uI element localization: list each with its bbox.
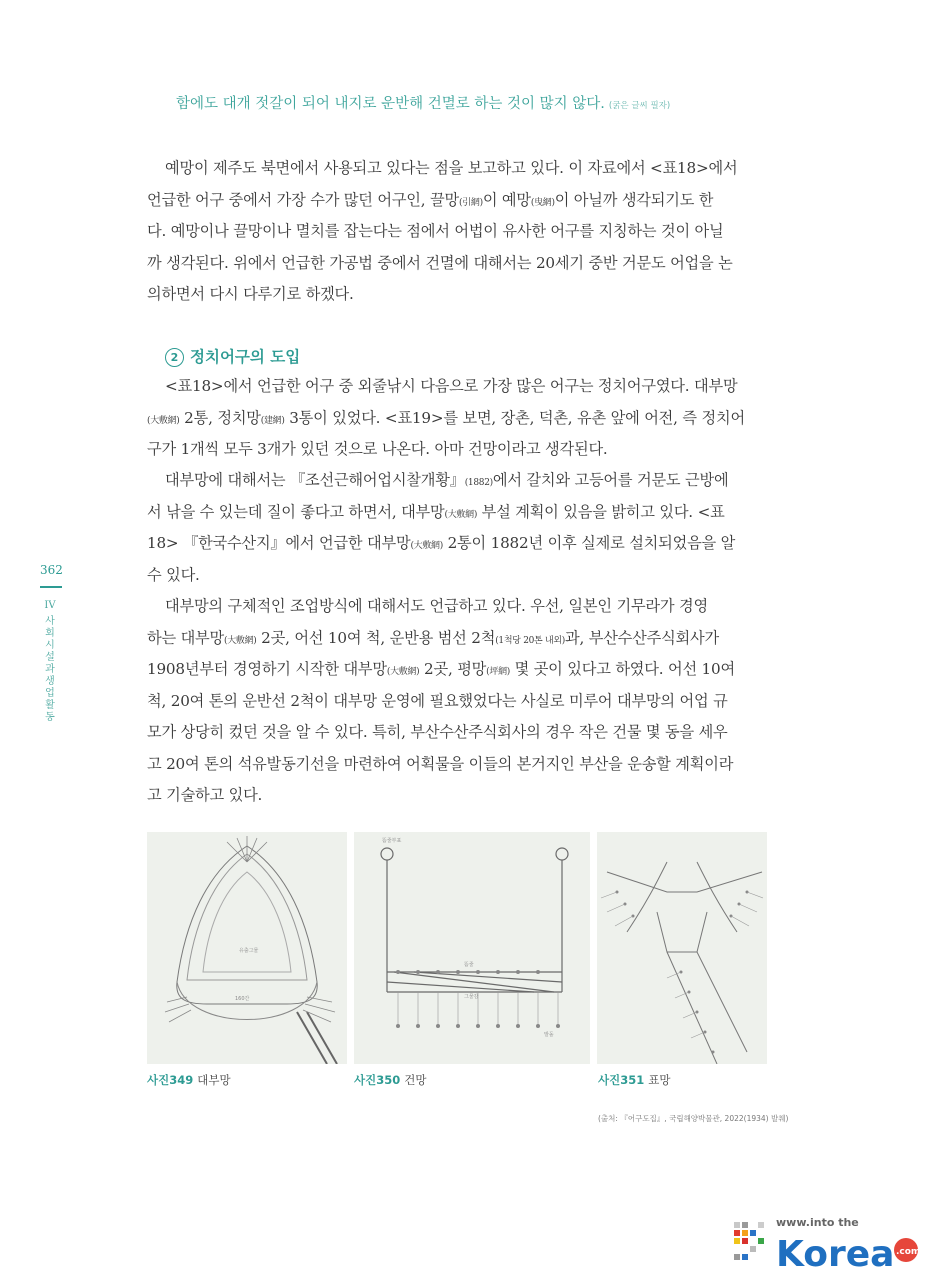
caption-photo-351: 사진351 표망 [598, 1073, 671, 1087]
caption-photo-350: 사진350 건망 [354, 1073, 427, 1087]
paragraph-4: 대부망의 구체적인 조업방식에 대해서도 언급하고 있다. 우선, 일본인 기무라가 경영 하는 대부망(大敷網) 2곳, 어선 10여 척, 운반용 범선 2척(1척당 20톤 내외)과, 부산수산주식회사가 1908년부터 경영하기 시작한 대부망(大敷網) 2곳, 평망(坪網) 몇 곳이 있다고 하였다. 어선 10여 척, 20여 톤의 운반선 2척이 대부망 운영에 필요했었다는 사실로 미루어 대부망의 어업 규 모가 상당히 컸던 것을 알 수 있다. 특히, 부산수산주식회사의 경우 작은 건물 몇 동을 세우 고 20여 톤의 석유발동기선을 마련하여 어획물을 이들의 본거지인 부산을 운송할 계획이라 고 기술하고 있다. [147, 597, 735, 804]
logo-small-text: www.into the [776, 1216, 859, 1229]
side-divider [40, 586, 62, 588]
quote-source: (굵은 글씨 필자) [608, 101, 671, 111]
chapter-label [44, 600, 56, 724]
svg-text:뜸줄부표: 뜸줄부표 [382, 838, 402, 844]
paragraph-3: 대부망에 대해서는 『조선근해어업시찰개황』(1882)에서 갈치와 고등어를 거문도 근방에 서 낚을 수 있는데 질이 좋다고 하면서, 대부망(大敷網) 부설 계획이 있음을 밝히고 있다. <표 18> 『한국수산지』에서 언급한 대부망(大敷網) 2통이 1882년 이후 실제로 설치되었음을 알 수 있다. [147, 471, 736, 584]
svg-text:발돌: 발돌 [544, 1032, 554, 1038]
logo-suffix-text: .com [896, 1247, 921, 1257]
svg-text:160간: 160간 [235, 996, 250, 1002]
chapter-title: 사회시설과생업활동 [45, 616, 55, 723]
chapter-numeral: IV [44, 600, 56, 611]
svg-text:그물감: 그물감 [464, 994, 479, 1000]
photo-349-net-illustration [147, 832, 347, 1064]
paragraph-2: <표18>에서 언급한 어구 중 외줄낚시 다음으로 가장 많은 어구는 정치어구였다. 대부망 (大敷網) 2통, 정치망(建網) 3통이 있었다. <표19>를 보면, 장촌, 덕촌, 유촌 앞에 어전, 즉 정치어 구가 1개씩 모두 3개가 있던 것으로 나온다. 아마 건망이라고 생각된다. [147, 377, 745, 458]
svg-text:유출그물: 유출그물 [239, 948, 259, 954]
intothekorea-logo[interactable] [730, 1212, 926, 1276]
caption-photo-349: 사진349 대부망 [147, 1073, 231, 1087]
section-title: 정치어구의 도입 [190, 348, 301, 366]
photo-351-net-illustration [597, 832, 767, 1064]
paragraph-1: 예망이 제주도 북면에서 사용되고 있다는 점을 보고하고 있다. 이 자료에서 <표18>에서 언급한 어구 중에서 가장 수가 많던 어구인, 끌망(引網)이 예망(曳網)이 아닐까 생각되기도 한 다. 예망이나 끌망이나 멸치를 잡는다는 점에서 어법이 유사한 어구를 지칭하는 것이 아닐 까 생각된다. 위에서 언급한 가공법 중에서 건멸에 대해서는 20세기 중반 거문도 어업을 논 의하면서 다시 다루기로 하겠다. [147, 159, 738, 303]
photo-350-net-illustration [354, 832, 590, 1064]
svg-text:뜸줄: 뜸줄 [464, 962, 474, 968]
quote-text: 함에도 대개 젓갈이 되어 내지로 운반해 건멸로 하는 것이 많지 않다. (굵은 글씨 필자) [176, 96, 671, 112]
section-heading [165, 345, 300, 367]
logo-big-text: Korea [776, 1234, 895, 1275]
page-number: 362 [40, 563, 63, 577]
logo-mosaic-icon [734, 1222, 764, 1260]
section-number: 2 [165, 348, 184, 367]
source-note: (출처: 『어구도집』, 국립해양박물관, 2022(1934) 발췌) [598, 1114, 789, 1123]
